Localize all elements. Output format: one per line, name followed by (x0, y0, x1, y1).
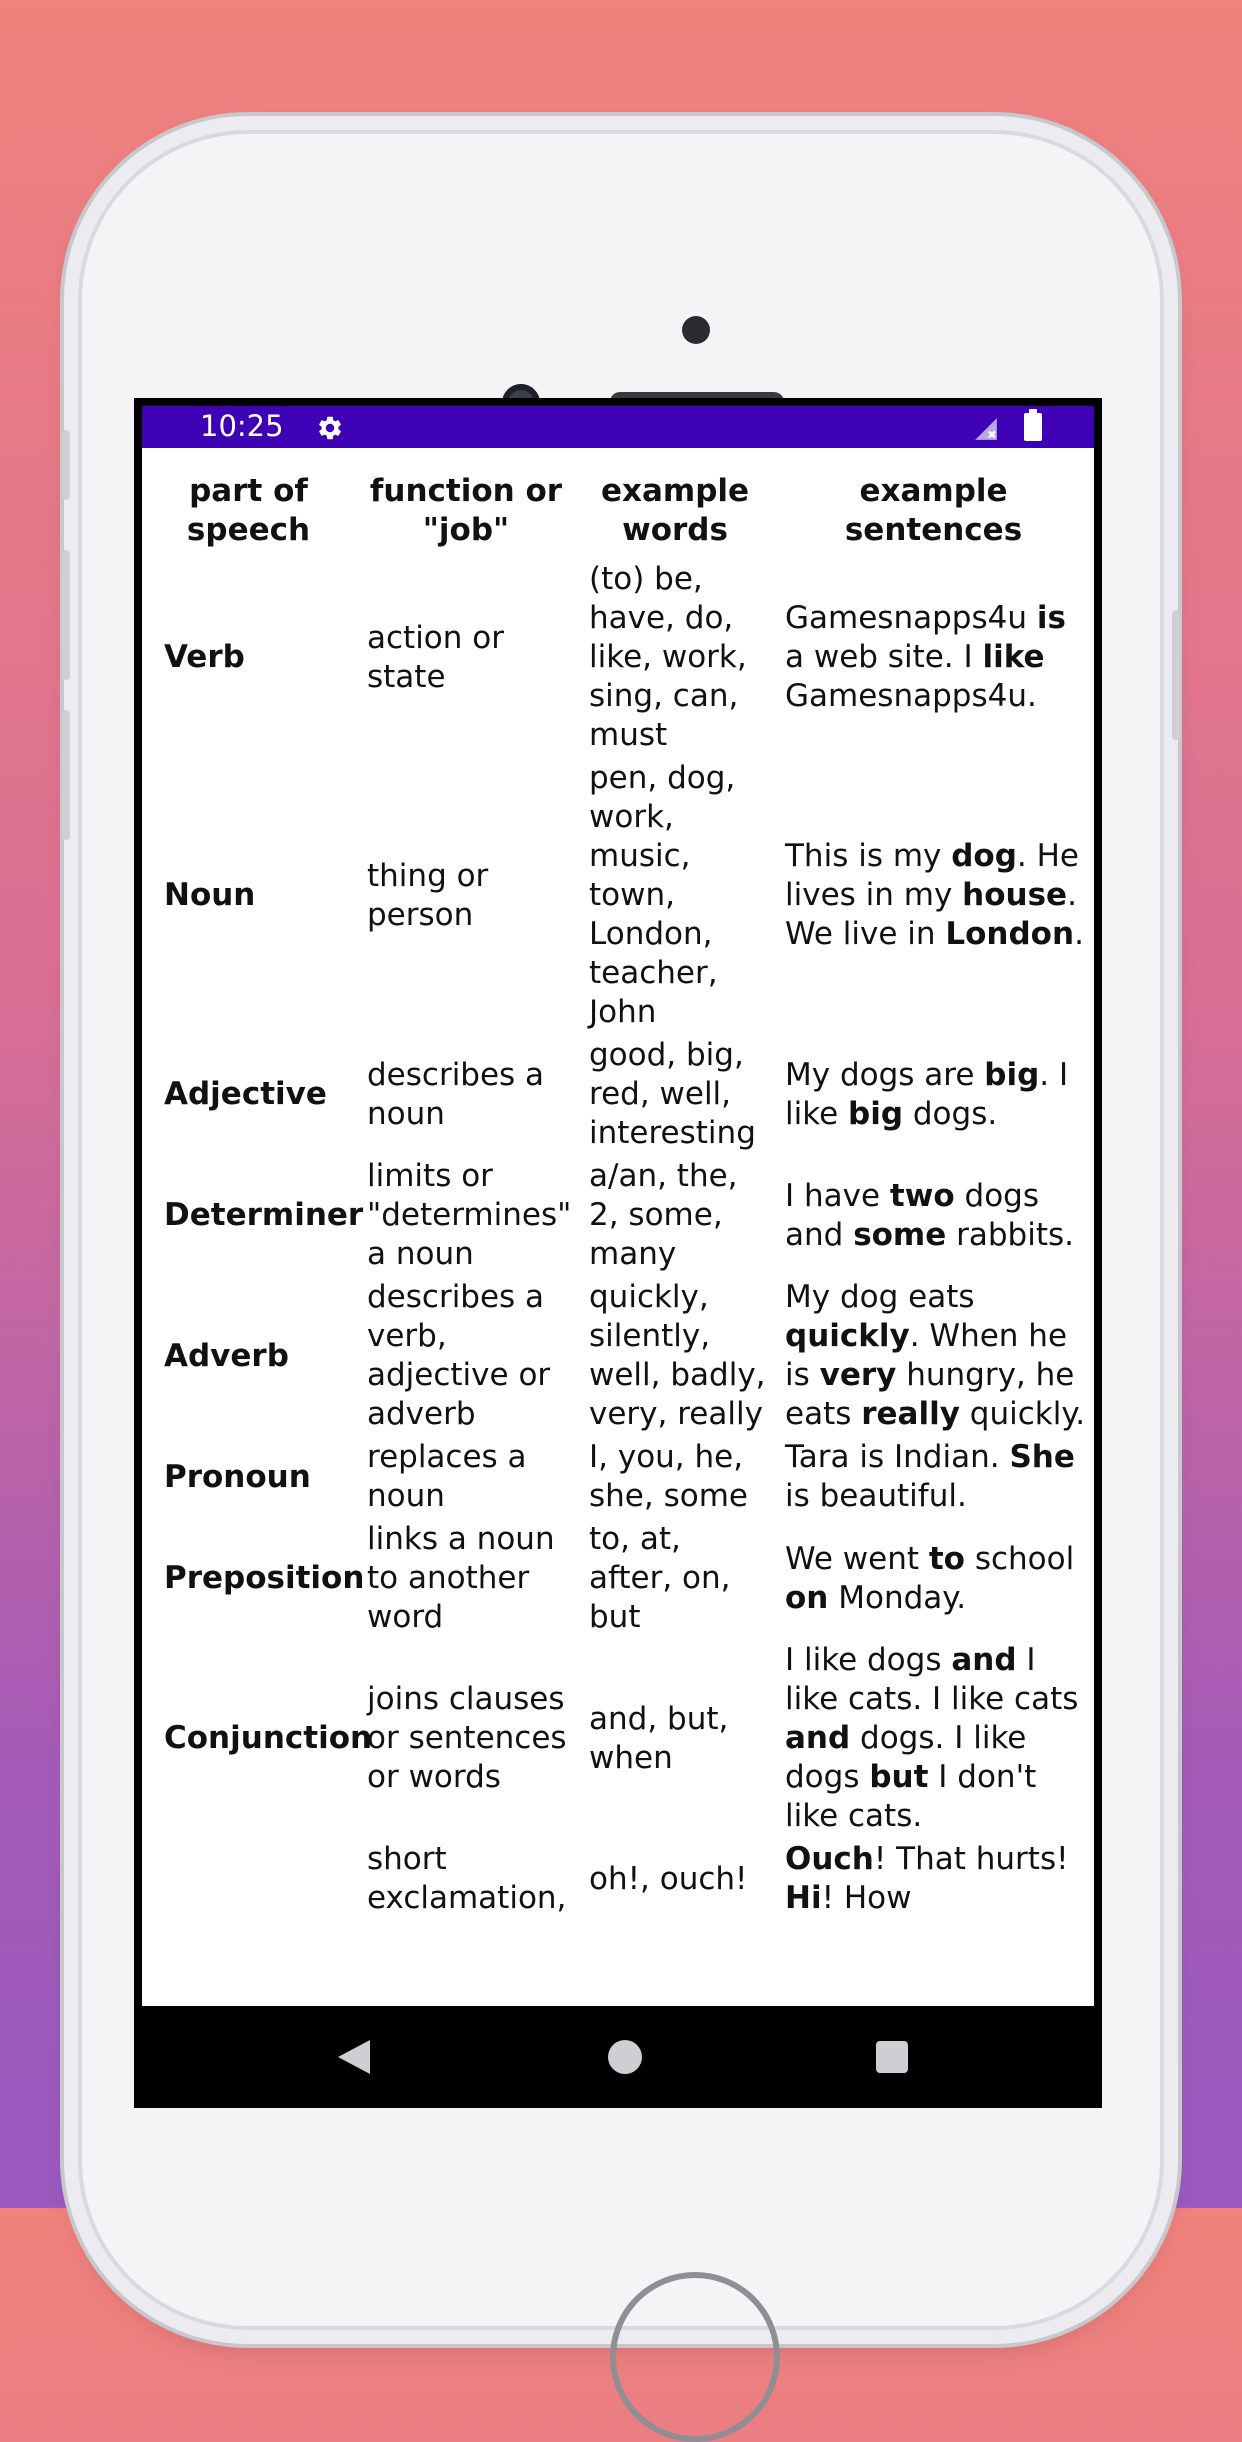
highlighted-word: London (945, 916, 1075, 952)
highlighted-word: really (861, 1396, 960, 1432)
header-example-words: example words (600, 473, 750, 548)
sentence-text: dogs. (903, 1095, 998, 1132)
cell-function: describes a verb, adjective or adverb (367, 1279, 551, 1432)
highlighted-word: house (962, 877, 1068, 913)
sentence-text: dogs and (785, 1177, 1040, 1253)
table-row (142, 1276, 1094, 1436)
highlighted-word: and (785, 1720, 851, 1756)
sentence-text: I have (785, 1177, 890, 1214)
cell-part-of-speech: Adverb (164, 1337, 289, 1374)
cell-example-sentence (773, 1034, 1094, 1155)
device-screen (134, 398, 1102, 2108)
table-row (142, 1518, 1094, 1639)
highlighted-word: quickly (785, 1318, 910, 1354)
home-button[interactable] (610, 2272, 780, 2442)
cell-example-words: good, big, red, well, interesting (589, 1037, 756, 1151)
table-row (142, 1034, 1094, 1155)
cell-example-words: (to) be, have, do, like, work, sing, can, must (589, 561, 747, 753)
sentence-text: is beautiful. (785, 1478, 967, 1514)
highlighted-word: like (982, 639, 1045, 675)
highlighted-word: big (848, 1095, 904, 1132)
parts-of-speech-table (142, 448, 1094, 1920)
sentence-text: . (1074, 916, 1084, 952)
sentence-text: My dogs are (785, 1056, 985, 1093)
table-row (142, 1436, 1094, 1518)
cell-function: joins clauses or sentences or words (367, 1681, 567, 1795)
sentence-text: quickly. (959, 1396, 1086, 1432)
header-function: function or "job" (369, 473, 563, 548)
cell-example-sentence (773, 1155, 1094, 1276)
cell-part-of-speech: Determiner (164, 1197, 364, 1233)
sentence-text: My dog eats (785, 1279, 975, 1315)
status-bar (142, 406, 1094, 448)
sentence-text: Gamesnapps4u. (785, 678, 1037, 714)
highlighted-word: big (984, 1056, 1040, 1093)
volume-down-button (62, 710, 70, 840)
cell-example-sentence (773, 1838, 1094, 1920)
sentence-text: I like cats. I like cats (785, 1642, 1079, 1717)
cell-function: thing or person (367, 857, 489, 933)
sentence-text: . We live in (785, 877, 1077, 952)
table-row (142, 1155, 1094, 1276)
cell-example-sentence (773, 1276, 1094, 1436)
recent-apps-icon[interactable] (876, 2041, 908, 2073)
power-button (1172, 610, 1180, 740)
parts-of-speech-view[interactable] (142, 448, 1094, 2006)
highlighted-word: dog (951, 838, 1017, 874)
table-row (142, 558, 1094, 757)
cell-part-of-speech (142, 1838, 355, 1920)
cell-example-sentence (773, 1518, 1094, 1639)
cell-example-sentence (773, 558, 1094, 757)
table-row (142, 757, 1094, 1034)
table-header-row (142, 448, 1094, 558)
sentence-text: I like dogs (785, 1642, 952, 1678)
highlighted-word: some (853, 1216, 947, 1253)
sentence-text: . He lives in my (785, 838, 1079, 913)
volume-up-button (62, 550, 70, 680)
cell-part-of-speech: Conjunction (164, 1720, 373, 1756)
sentence-text: dogs. I like dogs (785, 1720, 1027, 1795)
sentence-text: ! That hurts! (873, 1841, 1069, 1877)
cell-part-of-speech: Preposition (164, 1560, 365, 1596)
cell-example-sentence (773, 757, 1094, 1034)
battery-icon (1024, 413, 1042, 441)
highlighted-word: and (951, 1642, 1017, 1678)
cell-part-of-speech: Verb (164, 639, 245, 675)
sentence-text: a web site. I (785, 639, 983, 675)
sentence-text: . When he is (785, 1318, 1068, 1393)
cell-function: replaces a noun (367, 1439, 527, 1514)
highlighted-word: but (869, 1759, 929, 1795)
sentence-text: Gamesnapps4u (785, 600, 1037, 636)
cell-example-words: quickly, silently, well, badly, very, really (589, 1279, 766, 1432)
sentence-text: I don't like cats. (785, 1759, 1037, 1834)
highlighted-word: Hi (785, 1880, 822, 1916)
signal-icon (972, 416, 1000, 442)
sentence-text: rabbits. (946, 1216, 1074, 1253)
sentence-text: We went (785, 1540, 929, 1577)
gear-icon (316, 414, 344, 442)
sentence-text: school (964, 1540, 1075, 1577)
highlighted-word: on (785, 1579, 829, 1616)
highlighted-word: to (928, 1540, 965, 1577)
cell-function: links a noun to another word (367, 1521, 555, 1635)
cell-example-words: and, but, when (589, 1700, 729, 1776)
sentence-text: This is my (785, 838, 952, 874)
cell-example-words: a/an, the, 2, some, many (589, 1158, 738, 1272)
cell-example-sentence (773, 1639, 1094, 1838)
sentence-text: hungry, he eats (785, 1357, 1075, 1432)
cell-function: describes a noun (367, 1056, 545, 1132)
cell-part-of-speech: Adjective (164, 1076, 327, 1112)
table-row (142, 1639, 1094, 1838)
highlighted-word: very (819, 1357, 897, 1393)
clock: 10:25 (200, 409, 284, 443)
header-part-of-speech: part of speech (186, 473, 311, 548)
highlighted-word: Ouch (785, 1841, 874, 1877)
sentence-text: ! How (821, 1880, 912, 1916)
cell-function: limits or "determines" a noun (367, 1158, 572, 1272)
cell-function: short exclamation, (367, 1841, 567, 1916)
cell-function: action or state (367, 619, 504, 695)
cell-example-words: oh!, ouch! (589, 1860, 748, 1897)
highlighted-word: is (1036, 600, 1066, 636)
cell-example-sentence (773, 1436, 1094, 1518)
cell-part-of-speech: Noun (164, 877, 256, 913)
home-icon[interactable] (608, 2040, 642, 2074)
sentence-text: Monday. (828, 1579, 967, 1616)
navigation-bar (142, 2006, 1094, 2108)
highlighted-word: She (1009, 1439, 1075, 1475)
mute-switch (62, 430, 70, 500)
cell-example-words: pen, dog, work, music, town, London, teacher, John (589, 760, 736, 1030)
cell-example-words: I, you, he, she, some (589, 1439, 748, 1514)
sentence-text: . I like (785, 1056, 1069, 1132)
cell-example-words: to, at, after, on, but (589, 1521, 731, 1635)
back-icon[interactable] (338, 2040, 370, 2074)
cell-part-of-speech: Pronoun (164, 1458, 311, 1495)
proximity-sensor (682, 316, 710, 344)
highlighted-word: two (889, 1177, 955, 1214)
table-row (142, 1838, 1094, 1920)
sentence-text: Tara is Indian. (785, 1439, 1010, 1475)
header-example-sentences: example sentences (844, 473, 1023, 548)
